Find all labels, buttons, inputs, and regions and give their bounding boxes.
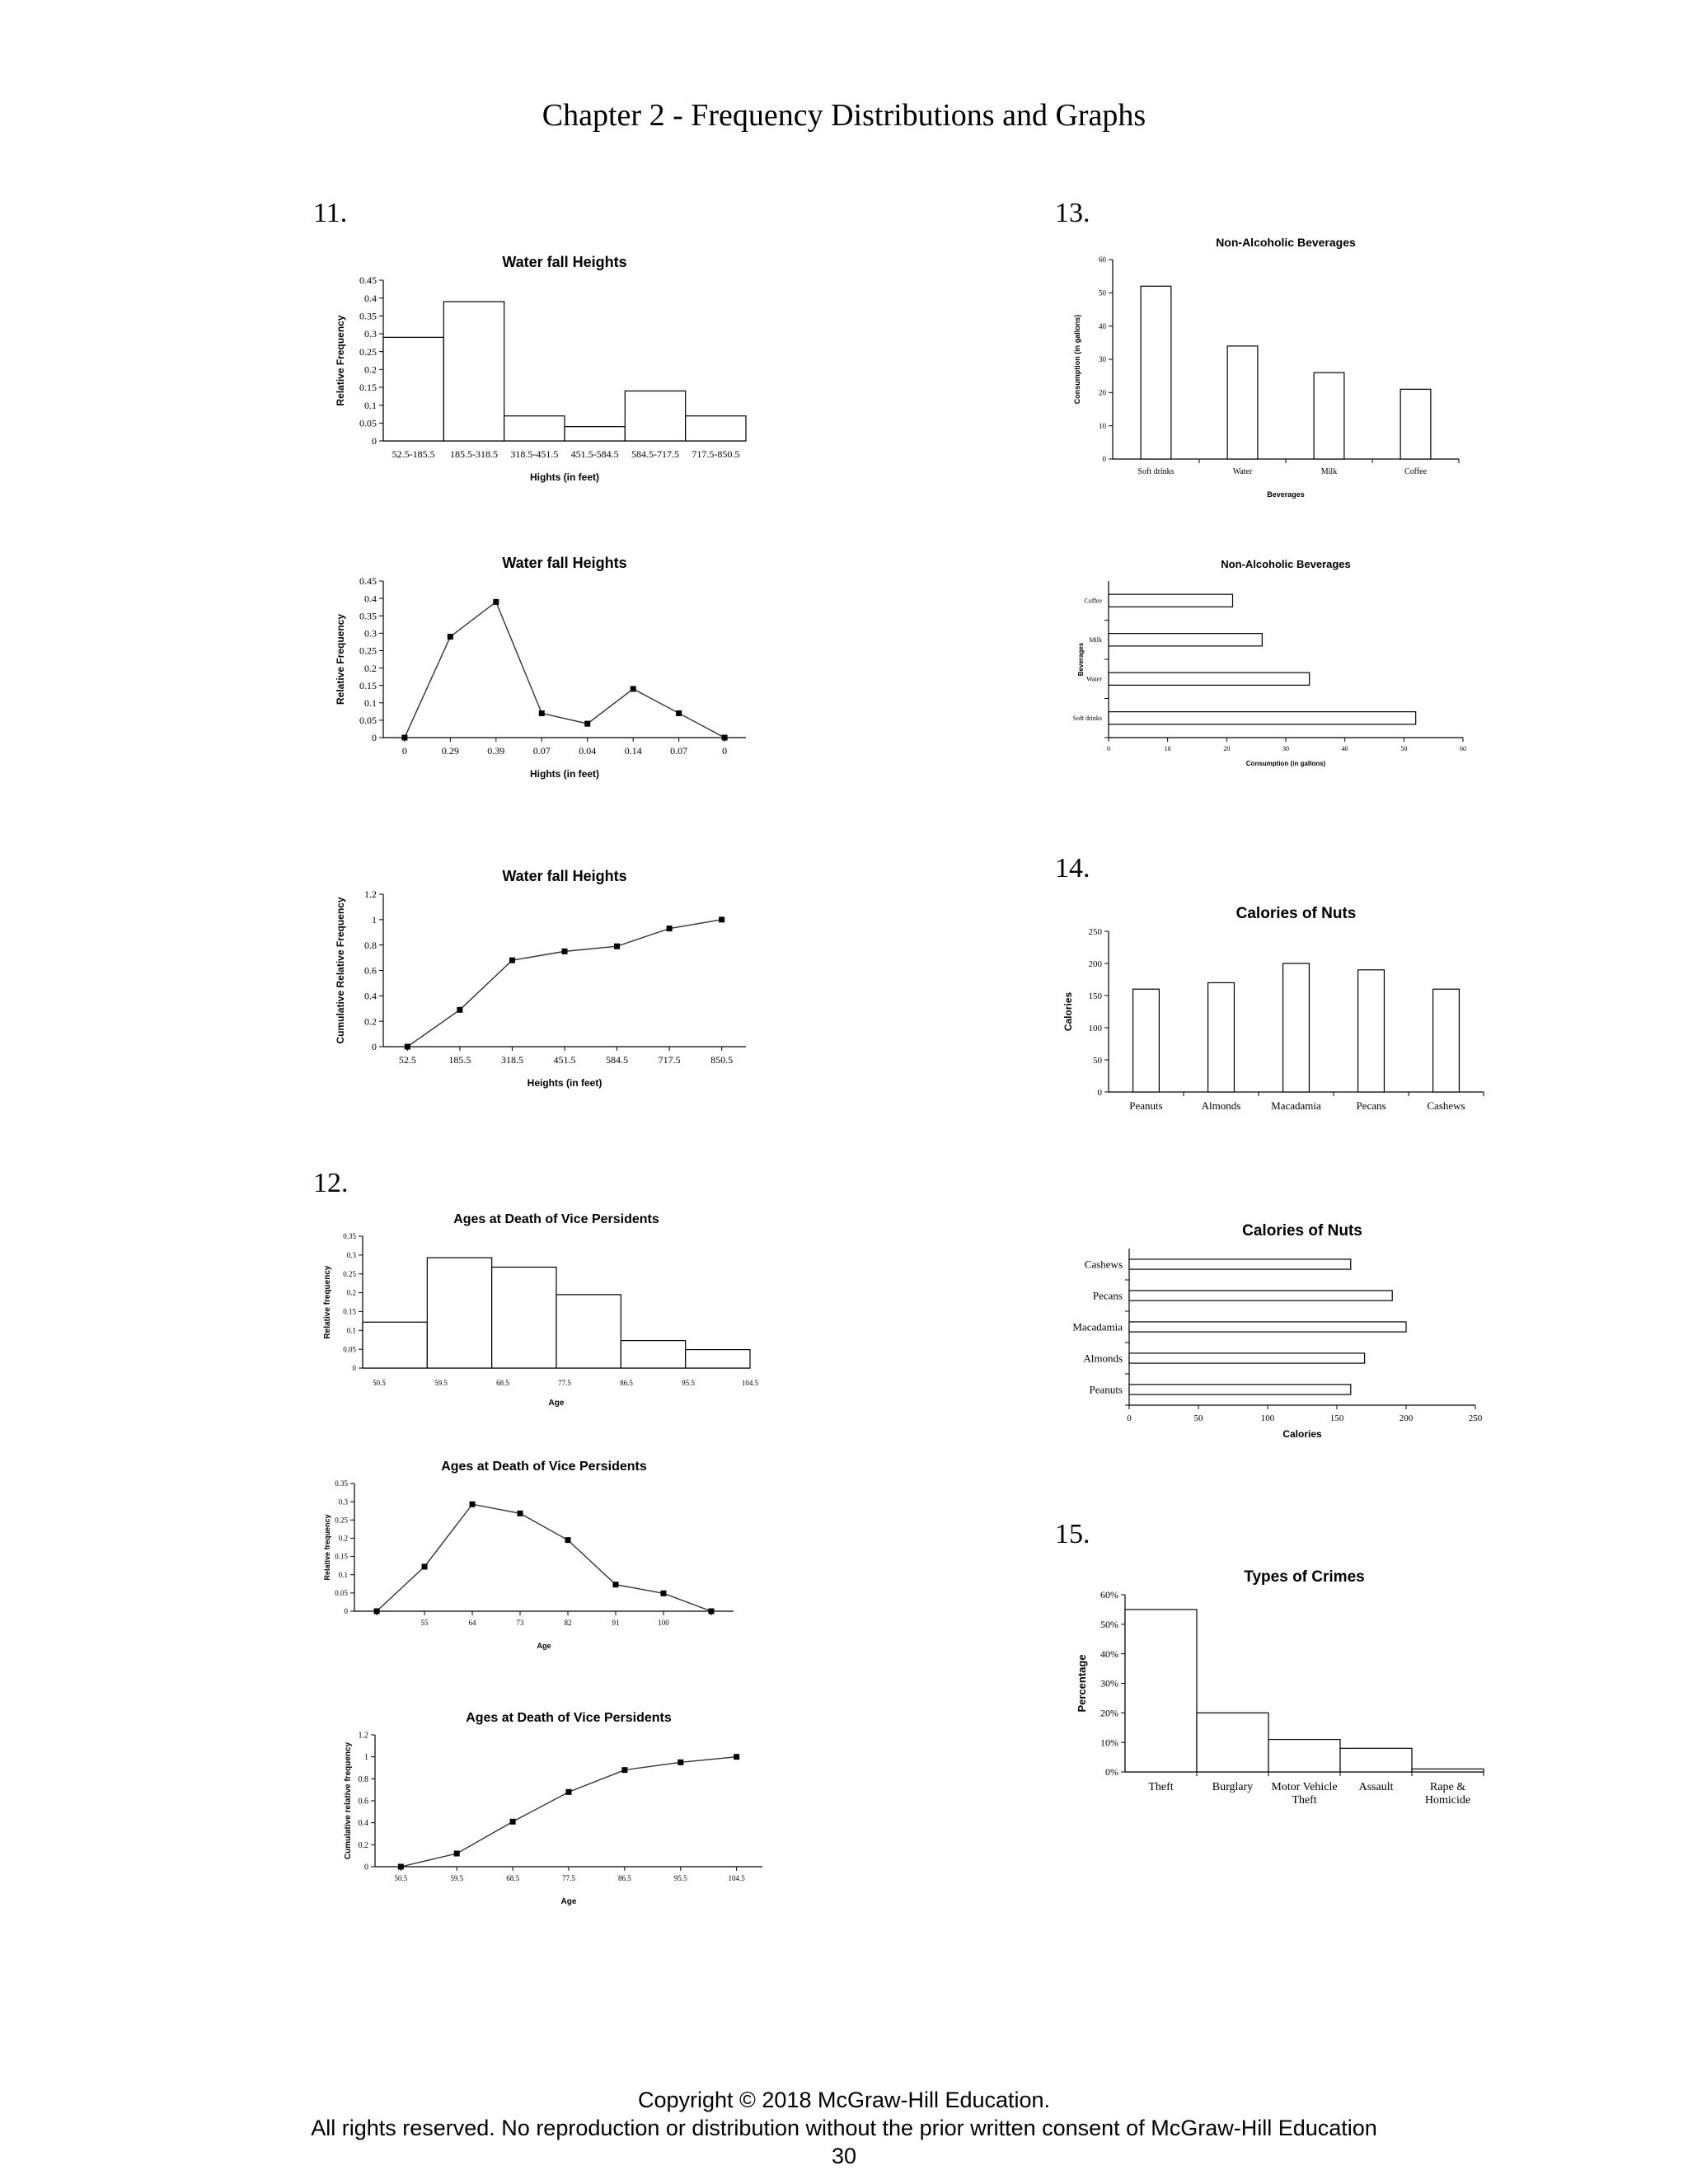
bar xyxy=(1129,1291,1392,1301)
page-title: Chapter 2 - Frequency Distributions and Graphs xyxy=(542,98,1146,133)
chart-nuts-horizontal-bar xyxy=(1063,1212,1508,1459)
x-tick-label: 451.5 xyxy=(553,1054,576,1066)
data-line xyxy=(405,602,724,738)
x-axis-label: Beverages xyxy=(1267,490,1305,499)
x-axis-label: Heights (in feet) xyxy=(527,1077,603,1089)
y-tick-label: Water xyxy=(1086,675,1102,683)
y-tick-label: 10 xyxy=(1099,421,1106,430)
x-tick-label: Milk xyxy=(1320,467,1338,476)
y-tick-label: 0 xyxy=(344,1607,348,1616)
bar xyxy=(1133,989,1160,1092)
x-axis-label: Consumption (in gallons) xyxy=(1245,760,1326,767)
y-tick-label: 30 xyxy=(1099,355,1106,364)
x-axis-label: Hights (in feet) xyxy=(530,471,599,483)
y-tick-label: 0.15 xyxy=(359,679,377,691)
x-tick-label: 717.5-850.5 xyxy=(692,448,740,460)
x-tick-label: 50.5 xyxy=(373,1379,386,1387)
histogram-bar xyxy=(565,427,625,441)
y-tick-label: 50 xyxy=(1093,1055,1102,1066)
y-tick-label: 0.35 xyxy=(335,1479,348,1488)
y-tick-label: 0.3 xyxy=(346,1251,356,1260)
y-tick-label: 100 xyxy=(1088,1023,1102,1033)
x-tick-label: 0.07 xyxy=(670,745,688,757)
y-axis-label: Percentage xyxy=(1076,1654,1088,1713)
chart-vp-ages-histogram xyxy=(321,1212,767,1442)
x-axis-label: Age xyxy=(537,1642,551,1650)
chart-title: Water fall Heights xyxy=(502,868,627,884)
y-tick-label: 0% xyxy=(1105,1766,1118,1779)
x-tick-label: 584.5 xyxy=(606,1054,629,1066)
bar xyxy=(1109,673,1310,685)
data-point xyxy=(509,958,515,963)
x-axis-label: Hights (in feet) xyxy=(530,768,599,780)
y-tick-label: 40% xyxy=(1100,1647,1118,1660)
footer-copyright: Copyright © 2018 McGraw-Hill Education. xyxy=(637,2088,1051,2112)
x-tick-label: 73 xyxy=(516,1619,524,1627)
bar xyxy=(1141,286,1171,459)
x-tick-label: 100 xyxy=(658,1619,669,1627)
y-tick-label: 50% xyxy=(1100,1619,1118,1631)
x-tick-label: Macadamia xyxy=(1271,1099,1321,1112)
x-tick-label: 50 xyxy=(1193,1413,1203,1423)
bar xyxy=(1129,1322,1406,1332)
x-tick-label: 850.5 xyxy=(710,1054,734,1066)
y-tick-label: 1 xyxy=(364,1753,368,1763)
y-tick-label: 0 xyxy=(372,1041,377,1053)
y-tick-label: 0.05 xyxy=(343,1345,356,1354)
x-tick-label: 0.39 xyxy=(487,745,505,757)
y-tick-label: 0.15 xyxy=(335,1552,348,1561)
problem-number-15: 15. xyxy=(1055,1519,1090,1549)
histogram-bar xyxy=(556,1295,621,1368)
x-tick-label: 68.5 xyxy=(506,1874,519,1882)
x-tick-label: 55 xyxy=(420,1619,429,1627)
y-tick-label: 20 xyxy=(1099,388,1106,397)
data-point xyxy=(422,1563,428,1569)
x-tick-label: 10 xyxy=(1164,745,1171,752)
y-tick-label: 0.4 xyxy=(364,593,377,605)
data-point xyxy=(457,1007,462,1013)
problem-number-12: 12. xyxy=(313,1168,349,1198)
x-tick-label: 318.5-451.5 xyxy=(510,448,559,460)
x-tick-label: Pecans xyxy=(1356,1099,1386,1112)
x-tick-label: 59.5 xyxy=(450,1874,464,1882)
data-point xyxy=(470,1502,476,1507)
x-tick-label: Coffee xyxy=(1404,467,1428,476)
y-tick-label: 0 xyxy=(352,1364,356,1373)
data-point xyxy=(631,686,636,691)
y-tick-label: 0.35 xyxy=(343,1232,356,1241)
chart-vp-ages-frequency-polygon xyxy=(321,1460,750,1661)
y-tick-label: 0.3 xyxy=(338,1497,348,1507)
histogram-bar xyxy=(686,1350,750,1368)
y-tick-label: Coffee xyxy=(1084,597,1102,605)
y-tick-label: 0.35 xyxy=(359,610,377,622)
x-tick-label: 104.5 xyxy=(728,1874,745,1882)
data-point xyxy=(566,1789,572,1795)
y-tick-label: 150 xyxy=(1088,991,1102,1001)
y-tick-label: 250 xyxy=(1088,926,1102,937)
bar xyxy=(1208,982,1235,1092)
x-tick-label: 60 xyxy=(1460,745,1466,752)
bar xyxy=(1358,970,1385,1092)
bar xyxy=(1109,634,1262,646)
data-point xyxy=(678,1760,683,1765)
chart-waterfall-frequency-polygon xyxy=(326,540,771,791)
data-point xyxy=(584,721,590,727)
x-tick-label: Soft drinks xyxy=(1137,467,1175,476)
y-tick-label: 0.2 xyxy=(364,363,377,376)
data-point xyxy=(667,926,673,931)
y-tick-label: 0.4 xyxy=(358,1819,368,1829)
chart-title: Non-Alcoholic Beverages xyxy=(1216,236,1356,249)
y-tick-label: 0.25 xyxy=(359,644,377,657)
chart-vp-ages-ogive xyxy=(342,1711,771,1941)
chart-title: Ages at Death of Vice Persidents xyxy=(466,1711,672,1725)
data-point xyxy=(614,944,620,949)
y-tick-label: 0.3 xyxy=(364,627,377,640)
bar xyxy=(1109,712,1416,724)
histogram-bar xyxy=(686,416,746,441)
chart-title: Water fall Heights xyxy=(502,555,627,571)
data-point xyxy=(539,710,545,716)
y-tick-label: 0.1 xyxy=(346,1326,356,1335)
y-tick-label: 10% xyxy=(1100,1736,1118,1749)
y-axis-label: Calories xyxy=(1062,991,1074,1032)
chart-title: Calories of Nuts xyxy=(1242,1222,1362,1240)
y-tick-label: 0 xyxy=(1097,1087,1102,1098)
chart-beverages-horizontal-bar xyxy=(1071,556,1500,779)
y-tick-label: Soft drinks xyxy=(1072,715,1102,723)
problem-number-13: 13. xyxy=(1055,198,1090,228)
y-tick-label: 0 xyxy=(372,435,377,448)
chart-title: Types of Crimes xyxy=(1244,1568,1365,1586)
bar xyxy=(1314,373,1344,459)
bar xyxy=(1129,1353,1365,1363)
problem-number-11: 11. xyxy=(313,198,348,228)
y-tick-label: 0.2 xyxy=(338,1534,348,1543)
y-tick-label: 0.2 xyxy=(364,662,377,674)
x-tick-label: 0 xyxy=(1107,745,1110,752)
y-axis-label: Beverages xyxy=(1077,642,1085,677)
data-point xyxy=(719,916,724,922)
histogram-bar xyxy=(383,337,443,441)
y-tick-label: 0.6 xyxy=(364,964,377,977)
x-tick-label: 0 xyxy=(401,745,407,757)
y-tick-label: 0.25 xyxy=(359,345,377,358)
x-tick-label: 0 xyxy=(1127,1413,1132,1423)
y-tick-label: 0.45 xyxy=(359,575,377,588)
x-tick-label: 150 xyxy=(1329,1413,1344,1423)
x-tick-label: 52.5 xyxy=(398,1054,416,1066)
y-tick-label: 0.2 xyxy=(346,1288,356,1297)
y-tick-label: Almonds xyxy=(1083,1352,1123,1365)
x-tick-label: 95.5 xyxy=(682,1379,695,1387)
x-tick-label: Peanuts xyxy=(1129,1099,1163,1112)
x-tick-label: 77.5 xyxy=(558,1379,571,1387)
footer-page-number: 30 xyxy=(831,2144,857,2168)
bar xyxy=(1400,389,1431,459)
x-tick-label: 104.5 xyxy=(741,1379,759,1387)
y-tick-label: 0.1 xyxy=(338,1570,348,1579)
y-tick-label: 0.05 xyxy=(335,1589,348,1598)
y-tick-label: 0.25 xyxy=(343,1269,356,1278)
y-tick-label: 0.05 xyxy=(359,715,377,727)
x-tick-label: Cashews xyxy=(1427,1099,1465,1112)
y-axis-label: Relative frequency xyxy=(323,1514,331,1581)
histogram-bar xyxy=(625,391,685,441)
data-point xyxy=(565,1537,570,1543)
x-tick-label: 20 xyxy=(1223,745,1231,752)
y-tick-label: 0.6 xyxy=(358,1797,368,1807)
bar xyxy=(1283,963,1310,1092)
x-tick-label: 0.14 xyxy=(624,745,642,757)
x-tick-label: 0.04 xyxy=(579,745,597,757)
bar xyxy=(1227,346,1258,459)
y-tick-label: 0.8 xyxy=(358,1774,368,1784)
data-point xyxy=(493,599,499,605)
x-tick-label: 250 xyxy=(1468,1413,1483,1423)
x-tick-label: 30 xyxy=(1282,745,1289,752)
data-point xyxy=(448,634,453,640)
y-tick-label: 0.1 xyxy=(364,399,377,411)
x-axis-label: Age xyxy=(560,1897,577,1906)
y-tick-label: Cashews xyxy=(1084,1258,1123,1271)
x-tick-label: 584.5-717.5 xyxy=(631,448,679,460)
y-tick-label: 200 xyxy=(1088,958,1102,969)
y-tick-label: 0.8 xyxy=(364,939,377,951)
bar xyxy=(1268,1740,1340,1772)
x-tick-label: 200 xyxy=(1399,1413,1414,1423)
y-tick-label: Milk xyxy=(1089,636,1102,644)
histogram-bar xyxy=(492,1267,556,1368)
data-point xyxy=(562,949,568,954)
y-tick-label: Pecans xyxy=(1092,1289,1123,1302)
data-point xyxy=(621,1767,627,1773)
chart-waterfall-histogram xyxy=(326,235,771,486)
y-tick-label: 1.2 xyxy=(358,1731,368,1741)
data-line xyxy=(407,920,721,1047)
data-point xyxy=(676,710,682,716)
y-tick-label: Macadamia xyxy=(1072,1320,1123,1333)
y-tick-label: 1 xyxy=(372,914,377,926)
data-point xyxy=(734,1754,739,1760)
y-tick-label: 0.15 xyxy=(359,382,377,394)
y-axis-label: Relative Frequency xyxy=(335,613,346,705)
y-tick-label: 0.4 xyxy=(364,292,377,304)
y-tick-label: 0.15 xyxy=(343,1307,356,1316)
chart-beverages-bar xyxy=(1071,235,1500,511)
x-tick-label: 0 xyxy=(722,745,728,757)
data-point xyxy=(612,1582,618,1587)
bar xyxy=(1129,1385,1351,1394)
x-tick-label: 86.5 xyxy=(618,1874,631,1882)
x-tick-label: 0.07 xyxy=(532,745,551,757)
bar xyxy=(1412,1769,1484,1772)
y-tick-label: 20% xyxy=(1100,1707,1118,1719)
data-point xyxy=(518,1511,523,1516)
y-tick-label: 30% xyxy=(1100,1677,1118,1690)
bar xyxy=(1197,1713,1268,1772)
x-tick-label: Assault xyxy=(1358,1781,1394,1793)
x-tick-label: 82 xyxy=(564,1619,572,1627)
bar xyxy=(1129,1259,1351,1269)
bar xyxy=(1109,594,1233,607)
y-tick-label: 0.1 xyxy=(364,696,377,709)
y-tick-label: 0 xyxy=(372,732,377,744)
data-point xyxy=(660,1591,666,1596)
x-tick-label: Water xyxy=(1232,467,1253,476)
y-tick-label: 1.2 xyxy=(364,888,377,901)
chart-crimes-pareto xyxy=(1063,1570,1517,1842)
x-tick-label: 95.5 xyxy=(673,1874,687,1882)
histogram-bar xyxy=(443,302,504,441)
y-tick-label: 0 xyxy=(1102,455,1106,464)
x-tick-label: 100 xyxy=(1260,1413,1275,1423)
x-tick-label: 0.29 xyxy=(441,745,459,757)
y-tick-label: 60 xyxy=(1099,255,1106,265)
bar xyxy=(1433,989,1460,1092)
bar xyxy=(1125,1610,1197,1772)
x-tick-label: 64 xyxy=(468,1619,476,1627)
data-point xyxy=(510,1819,516,1825)
x-tick-label: 185.5-318.5 xyxy=(450,448,498,460)
x-tick-label: 185.5 xyxy=(448,1054,471,1066)
bar xyxy=(1340,1748,1412,1772)
y-tick-label: Peanuts xyxy=(1089,1383,1123,1396)
y-tick-label: 0.05 xyxy=(359,417,377,429)
x-tick-label: 50.5 xyxy=(394,1874,408,1882)
x-tick-label: 318.5 xyxy=(500,1054,523,1066)
x-tick-label: 68.5 xyxy=(496,1379,509,1387)
y-tick-label: 0.35 xyxy=(359,310,377,322)
y-axis-label: Relative Frequency xyxy=(335,315,346,406)
y-tick-label: 0.3 xyxy=(364,328,377,340)
histogram-bar xyxy=(504,416,565,441)
histogram-bar xyxy=(363,1322,427,1368)
chart-title: Ages at Death of Vice Persidents xyxy=(441,1460,647,1474)
chart-title: Calories of Nuts xyxy=(1236,905,1357,922)
data-point xyxy=(454,1851,460,1857)
chart-waterfall-ogive xyxy=(326,853,771,1108)
y-tick-label: 0.2 xyxy=(364,1015,377,1028)
x-tick-label: 40 xyxy=(1341,745,1348,752)
x-tick-label: 77.5 xyxy=(562,1874,575,1882)
y-tick-label: 40 xyxy=(1099,321,1106,330)
x-tick-label: Burglary xyxy=(1212,1781,1254,1793)
x-tick-label: 717.5 xyxy=(658,1054,681,1066)
x-tick-label: 86.5 xyxy=(620,1379,633,1387)
y-tick-label: 0 xyxy=(364,1863,368,1872)
x-tick-label: Rape & Homicide xyxy=(1424,1781,1471,1807)
y-tick-label: 60% xyxy=(1100,1589,1118,1601)
x-tick-label: 91 xyxy=(612,1619,620,1627)
histogram-bar xyxy=(427,1258,491,1368)
y-tick-label: 0.4 xyxy=(364,990,377,1002)
chart-title: Water fall Heights xyxy=(502,254,627,270)
y-tick-label: 0.2 xyxy=(358,1840,368,1850)
footer-rights: All rights reserved. No reproduction or distribution without the prior written consent of McGraw-Hill Education xyxy=(311,2116,1377,2140)
x-tick-label: 59.5 xyxy=(434,1379,448,1387)
x-tick-label: Motor Vehicle Theft xyxy=(1271,1781,1338,1807)
x-tick-label: 50 xyxy=(1400,745,1408,752)
x-tick-label: Theft xyxy=(1148,1781,1174,1793)
y-axis-label: Consumption (in gallons) xyxy=(1073,314,1081,405)
x-tick-label: Almonds xyxy=(1201,1099,1241,1112)
x-tick-label: 52.5-185.5 xyxy=(392,448,435,460)
x-axis-label: Calories xyxy=(1282,1428,1322,1440)
y-axis-label: Cumulative Relative Frequency xyxy=(335,897,346,1044)
chart-title: Ages at Death of Vice Persidents xyxy=(453,1212,659,1226)
x-tick-label: 451.5-584.5 xyxy=(570,448,619,460)
data-line xyxy=(401,1757,736,1867)
y-axis-label: Relative frequency xyxy=(323,1265,332,1339)
x-axis-label: Age xyxy=(548,1399,565,1408)
y-tick-label: 0.25 xyxy=(335,1516,348,1525)
y-tick-label: 0.45 xyxy=(359,274,377,287)
y-tick-label: 50 xyxy=(1099,288,1106,298)
chart-nuts-bar xyxy=(1063,894,1508,1129)
chart-title: Non-Alcoholic Beverages xyxy=(1221,558,1351,570)
problem-number-14: 14. xyxy=(1055,853,1090,883)
y-axis-label: Cumulative relative frequency xyxy=(344,1741,353,1860)
histogram-bar xyxy=(621,1341,685,1368)
